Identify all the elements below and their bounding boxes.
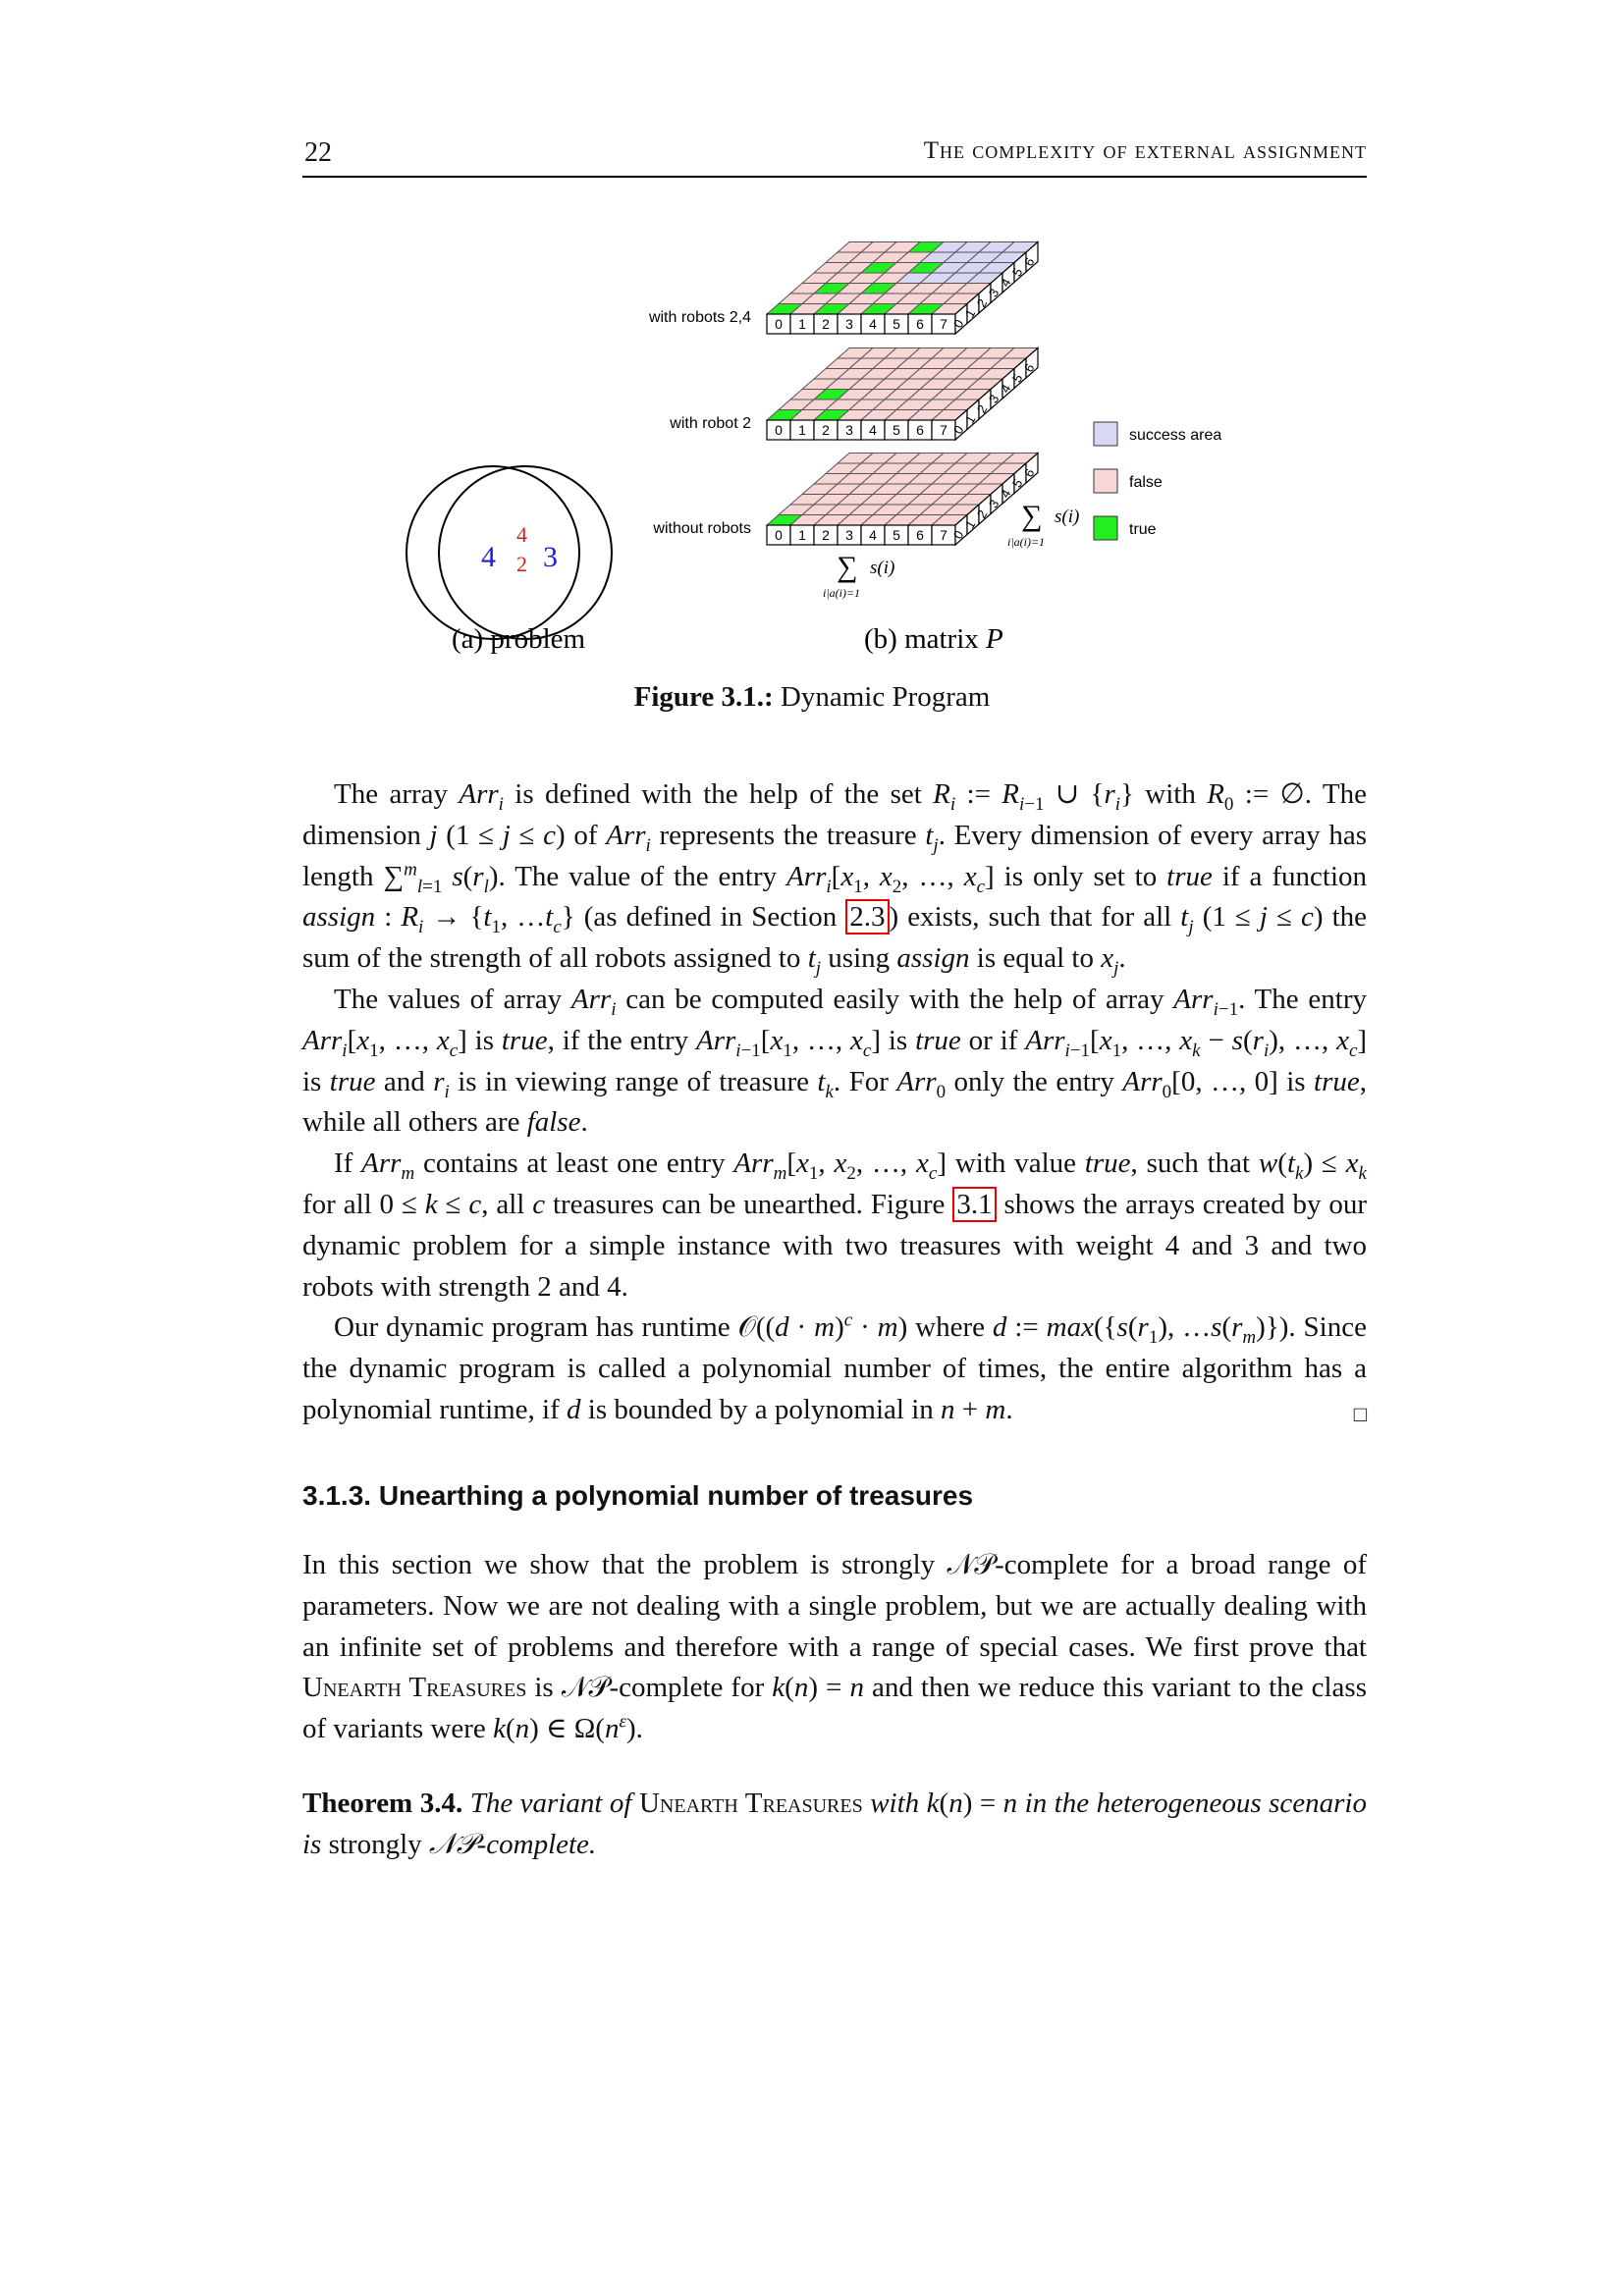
- matrix-layer-2: [652, 454, 1038, 546]
- sum-symbol-right: ∑: [1021, 500, 1043, 532]
- legend-label: true: [1129, 521, 1157, 538]
- x-index-label: 0: [775, 527, 783, 543]
- paragraph-array-definition: The array Arr$_i$ is defined with the help of the set $R_i$ := $R_{i-1}$ ∪ $\{r_i\}$ with $R_0$ := ∅. The dimension j (1 ≤ j ≤ c) of Arr$_i$ represents the treasure $t_j$. Every dimension of every array has length ∑$^m_{l=1}$ $s(r_l)$. The value of the entry $Arr_i[x_1$, $x_2$, …, $x_c$] is only set to true if a function assign : $R_i \to \{t_1$, $\dots t_c$} (as defined in Section 2.3 ) exists, such that for all $t_j$ (1 ≤ j ≤ c) the sum of the strength of all robots assigned to $t_j$ using assign is equal to $x_j$. The values of array Arr$_i$ can be computed easily with the help of array Arr$_{i-1}$. The entry $Arr_i[x_1$, …, $x_c$] is true, if the entry $Arr_{i-1}[x_1$, …, $x_c$] is true or if $Arr_{i-1}[x_1$, …, $x_k - s(r_i)$, …, $x_c$] is true and $r_i$ is in viewing range of treasure $t_k$. For Arr$_0$ only the entry Arr$_0$[0, …, 0] is true, while all others are false. If Arr$_m$ contains at least one entry $Arr_m[x_1$, $x_2$, …, $x_c$] with value true, such that $w(t_k) \le x_k$ for all 0 ≤ k ≤ c, all c treasures can be unearthed. Figure 3.1 shows the arrays created by our dynamic problem for a simple instance with two treasures with weight 4 and 3 and two robots with strength 2 and 4. Our dynamic program has runtime 𝒪((d · m)$^c$ · m) where d := $\max(\{s(r_1)$, $\dots s(r_m)$}). Since the dynamic program is called a polynomial number of times, the entire algorithm has a polynomial runtime, if d is bounded by a polynomial in n + m. □: [302, 774, 1367, 1435]
- sum-label-bottom: s(i): [870, 558, 895, 578]
- running-title: The complexity of external assignment: [923, 137, 1367, 164]
- x-index-label: 7: [940, 316, 947, 332]
- y-index-label: 3: [985, 286, 1002, 300]
- figure-caption: [0, 681, 1624, 714]
- y-index-label: 4: [997, 486, 1014, 501]
- layer-label: without robots: [653, 520, 751, 537]
- x-index-label: 5: [893, 527, 900, 543]
- theorem-3-4: Theorem 3.4. The variant of Unearth Treasures with k(n) = n in the heterogeneous scenario is strongly 𝒩𝒫-complete.: [302, 1788, 1367, 1860]
- venn-right-value: 3: [543, 541, 558, 573]
- figure-svg: [0, 216, 1624, 687]
- y-index-label: 5: [1008, 265, 1026, 280]
- y-index-label: 0: [949, 422, 967, 437]
- x-index-label: 3: [845, 527, 853, 543]
- sum-label-right: s(i): [1055, 507, 1080, 527]
- y-index-label: 6: [1020, 465, 1038, 480]
- y-index-label: 3: [985, 392, 1002, 406]
- qed-symbol: □: [1353, 1401, 1367, 1426]
- legend-swatch: [1094, 422, 1117, 446]
- y-index-label: 0: [949, 316, 967, 331]
- caption-text: Dynamic Program: [773, 681, 991, 713]
- legend: [1094, 422, 1221, 540]
- matrix-layer-0: [648, 242, 1038, 335]
- caption-label: Figure 3.1.:: [633, 681, 774, 713]
- x-index-label: 2: [822, 316, 830, 332]
- y-index-label: 6: [1020, 360, 1038, 375]
- figure-dynamic-program: [0, 216, 1624, 687]
- matrix-layer-1: [669, 348, 1038, 441]
- x-index-label: 5: [893, 422, 900, 438]
- subcaption-a: (a) problem: [452, 623, 586, 655]
- y-index-label: 6: [1020, 254, 1038, 269]
- y-index-label: 1: [961, 412, 979, 427]
- header-rule: [302, 176, 1367, 178]
- venn-left-value: 4: [481, 541, 496, 573]
- x-index-label: 0: [775, 422, 783, 438]
- y-index-label: 4: [997, 381, 1014, 396]
- y-index-label: 3: [985, 497, 1002, 511]
- venn-overlap-top: 4: [516, 522, 527, 547]
- x-index-label: 2: [822, 527, 830, 543]
- x-index-label: 2: [822, 422, 830, 438]
- y-index-label: 2: [973, 507, 991, 521]
- x-index-label: 6: [916, 316, 924, 332]
- legend-swatch: [1094, 516, 1117, 540]
- x-index-label: 7: [940, 422, 947, 438]
- x-index-label: 1: [798, 527, 806, 543]
- legend-swatch: [1094, 469, 1117, 493]
- x-index-label: 7: [940, 527, 947, 543]
- x-index-label: 4: [869, 316, 877, 332]
- x-index-label: 1: [798, 422, 806, 438]
- layer-label: with robots 2,4: [648, 309, 751, 326]
- figure-ref-link[interactable]: 3.1: [952, 1187, 996, 1222]
- x-index-label: 0: [775, 316, 783, 332]
- x-index-label: 1: [798, 316, 806, 332]
- y-index-label: 1: [961, 517, 979, 532]
- sum-symbol-bottom: ∑: [837, 551, 858, 583]
- x-index-label: 4: [869, 527, 877, 543]
- sum-subscript-bottom: i|a(i)=1: [823, 586, 861, 600]
- y-index-label: 0: [949, 527, 967, 542]
- x-index-label: 5: [893, 316, 900, 332]
- y-index-label: 2: [973, 401, 991, 416]
- sum-subscript-right: i|a(i)=1: [1007, 535, 1046, 549]
- legend-label: success area: [1129, 427, 1222, 444]
- x-index-label: 3: [845, 316, 853, 332]
- paragraph-section-intro: In this section we show that the problem is strongly 𝒩𝒫-complete for a broad range of parameters. Now we are not dealing with a single problem, but we are actually dealing with an infinite set of problems and therefore with a range of special cases. We first prove that Unearth Treasures is 𝒩𝒫-complete for k(n) = n and then we reduce this variant to the class of variants were k(n) ∈ $\Omega(n^\varepsilon)$.: [302, 1549, 1367, 1745]
- x-index-label: 6: [916, 422, 924, 438]
- y-index-label: 4: [997, 275, 1014, 290]
- venn-overlap-bottom: 2: [516, 552, 527, 576]
- venn-diagram: [406, 466, 612, 639]
- x-index-label: 3: [845, 422, 853, 438]
- x-index-label: 4: [869, 422, 877, 438]
- matrix-layers: [648, 242, 1038, 546]
- subcaption-b: (b) matrix P: [864, 623, 1003, 655]
- legend-label: false: [1129, 474, 1163, 491]
- y-index-label: 5: [1008, 476, 1026, 491]
- section-ref-link[interactable]: 2.3: [845, 899, 889, 934]
- x-index-label: 6: [916, 527, 924, 543]
- y-index-label: 2: [973, 295, 991, 310]
- layer-label: with robot 2: [670, 415, 751, 432]
- section-heading: 3.1.3. Unearthing a polynomial number of treasures: [302, 1480, 974, 1511]
- page-number: 22: [304, 137, 332, 168]
- y-index-label: 1: [961, 306, 979, 321]
- y-index-label: 5: [1008, 371, 1026, 386]
